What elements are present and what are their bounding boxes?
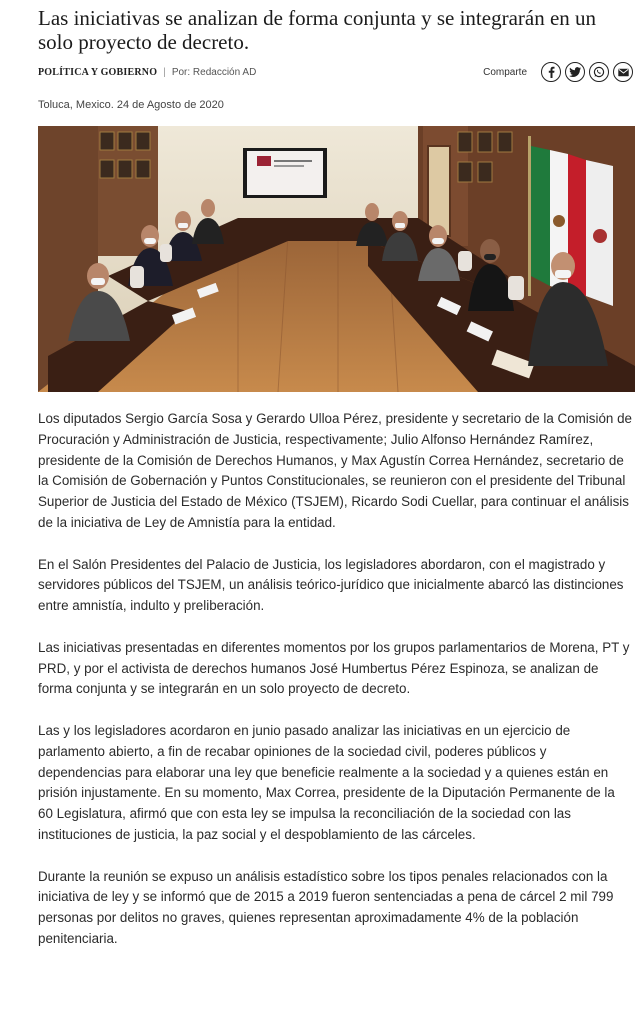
paragraph-3: Las iniciativas presentadas en diferentes momentos por los grupos parlamentarios de Morena, PT y PRD, y por el activista de derechos humanos José Humbertus Pérez Espinoza, se analizan de forma conjunta y se integrarán en un solo proyecto de decreto.: [38, 639, 630, 697]
email-icon[interactable]: [613, 62, 633, 82]
article-body: [38, 409, 632, 971]
paragraph-2: En el Salón Presidentes del Palacio de Justicia, los legisladores abordaron, con el magistrado y servidores públicos del TSJEM, un análisis teórico-jurídico que inicialmente abarcó las distinciones entre amnistía, indulto y preliberación.: [38, 556, 624, 614]
author-byline: Por: Redacción AD: [171, 67, 257, 78]
facebook-icon[interactable]: [541, 62, 561, 82]
article-dateline: Toluca, Mexico. 24 de Agosto de 2020: [38, 99, 224, 111]
article-photo: [38, 126, 635, 392]
twitter-icon[interactable]: [565, 62, 585, 82]
article-headline: Las iniciativas se analizan de forma conjunta y se integrarán en un solo proyecto de decreto.: [38, 6, 597, 54]
paragraph-5: Durante la reunión se expuso un análisis estadístico sobre los tipos penales relacionados con la iniciativa de ley y se informó que de 2015 a 2019 fueron sentenciadas a pena de cárcel 2 mil 799 personas por delitos no graves, quienes representan aproximadamente 4% de la población penitenciaria.: [38, 868, 614, 946]
whatsapp-icon[interactable]: [589, 62, 609, 82]
article-meta: [38, 67, 256, 78]
paragraph-4: Las y los legisladores acordaron en junio pasado analizar las iniciativas en un ejercicio de parlamento abierto, a fin de recabar opiniones de la sociedad civil, poderes públicos y dependencias para elaborar una ley que beneficie realmente a la sociedad y a quienes están en prisión injustamente. En su momento, Max Correa, presidente de la Diputación Permanente de la 60 Legislatura, afirmó que con esta ley se impulsa la reconciliación de la sociedad con las instituciones de justicia, la paz social y el despoblamiento de las cárceles.: [38, 722, 615, 842]
share-label: Comparte: [483, 66, 527, 78]
paragraph-1: Los diputados Sergio García Sosa y Gerardo Ulloa Pérez, presidente y secretario de la Comisión de Procuración y Administración de Justicia, respectivamente; Julio Alfonso Hernández Ramírez, presidente de la Comisión de Derechos Humanos, y Max Agustín Correa Hernández, secretario de la Comisión de Gobernación y Puntos Constitucionales, se reunieron con el presidente del Tribunal Superior de Justicia del Estado de México (TSJEM), Ricardo Sodi Cuellar, para continuar el análisis de la iniciativa de Ley de Amnistía para la entidad.: [38, 411, 632, 530]
share-bar: [483, 62, 633, 82]
section-link[interactable]: POLÍTICA Y GOBIERNO: [38, 67, 158, 78]
meta-separator: |: [163, 67, 166, 78]
